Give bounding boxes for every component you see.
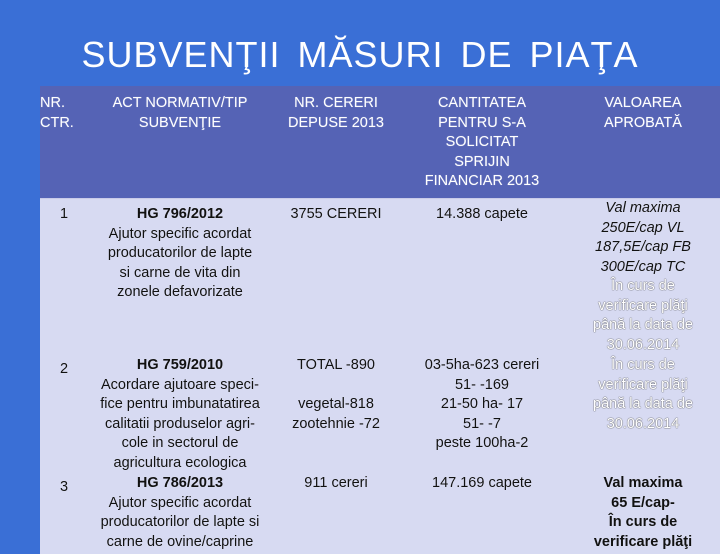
header-act bbox=[86, 86, 274, 199]
cell-cereri bbox=[274, 473, 398, 554]
valoarea-line: 187,5E/cap FB bbox=[595, 239, 691, 255]
header-line: NR. CERERI bbox=[294, 95, 378, 111]
valoarea-line: 30.06.2014 bbox=[606, 415, 680, 432]
header-line: PENTRU S-A bbox=[438, 114, 526, 131]
cell-cantitatea bbox=[398, 473, 566, 554]
act-line: Ajutor specific acordat bbox=[108, 225, 252, 242]
header-line: SUBVENŢIE bbox=[138, 114, 222, 131]
header-line: APROBATĂ bbox=[604, 114, 682, 131]
valoarea-line: 250E/cap VL bbox=[601, 219, 685, 236]
cell-act bbox=[86, 473, 274, 554]
act-title: HG 759/2010 bbox=[136, 357, 224, 373]
valoarea-line: până la data de bbox=[593, 396, 693, 412]
cell-nr bbox=[40, 199, 86, 356]
table-header-row bbox=[40, 86, 720, 199]
header-cantitatea bbox=[398, 86, 566, 199]
valoarea-line: 30.06.2014 bbox=[606, 336, 680, 353]
table-row bbox=[40, 199, 720, 356]
cantitatea-line: 147.169 capete bbox=[432, 475, 532, 491]
header-line: NR. bbox=[40, 95, 65, 111]
valoarea-line: Val maxima bbox=[605, 200, 681, 216]
table-row bbox=[40, 355, 720, 473]
act-line: producatorilor de lapte bbox=[107, 245, 253, 261]
header-line: SPRIJIN bbox=[454, 153, 510, 170]
act-line: agricultura ecologica bbox=[113, 454, 247, 471]
header-cereri bbox=[274, 86, 398, 199]
valoarea-line: Val maxima bbox=[603, 475, 683, 491]
act-line: Ajutor specific acordat bbox=[108, 494, 252, 511]
cell-valoarea bbox=[566, 199, 720, 356]
cell-valoarea bbox=[566, 473, 720, 554]
row-number: 1 bbox=[60, 206, 69, 222]
cantitatea-line: 21-50 ha- 17 bbox=[440, 396, 524, 412]
row-number: 2 bbox=[60, 361, 69, 377]
cell-act bbox=[86, 199, 274, 356]
header-line: SOLICITAT bbox=[445, 134, 519, 150]
cereri-line: TOTAL -890 bbox=[297, 357, 375, 373]
cell-nr bbox=[40, 355, 86, 473]
act-line: zonele defavorizate bbox=[117, 284, 243, 300]
act-line: producatorilor de lapte si bbox=[100, 514, 260, 530]
valoarea-line: 65 E/cap- bbox=[611, 494, 675, 511]
act-title: HG 796/2012 bbox=[136, 206, 224, 222]
valoarea-line: verificare plăţi bbox=[598, 297, 688, 314]
page-title: SUBVENŢII MĂSURI DE PIAŢA bbox=[81, 34, 639, 75]
header-valoarea bbox=[566, 86, 720, 199]
cantitatea-line: 51- -169 bbox=[454, 376, 509, 393]
header-line: CTR. bbox=[40, 114, 74, 131]
header-line: DEPUSE 2013 bbox=[288, 114, 384, 131]
act-title: HG 786/2013 bbox=[136, 475, 224, 491]
subsidies-table bbox=[40, 86, 720, 554]
cereri-line bbox=[274, 376, 398, 396]
act-line: cole in sectorul de bbox=[121, 435, 239, 451]
cell-cereri bbox=[274, 199, 398, 356]
cantitatea-line: 14.388 capete bbox=[436, 206, 528, 222]
cell-valoarea bbox=[566, 355, 720, 473]
act-line: calitatii produselor agri- bbox=[105, 415, 255, 432]
cell-cantitatea bbox=[398, 355, 566, 473]
cereri-line: vegetal-818 bbox=[298, 396, 374, 412]
cell-cereri bbox=[274, 355, 398, 473]
act-line: si carne de vita din bbox=[119, 264, 241, 281]
cantitatea-line: peste 100ha-2 bbox=[435, 435, 529, 451]
cell-nr bbox=[40, 473, 86, 554]
cell-act bbox=[86, 355, 274, 473]
header-nr bbox=[40, 86, 86, 199]
cantitatea-line: 03-5ha-623 cereri bbox=[424, 357, 540, 373]
cereri-line: 911 cereri bbox=[304, 475, 368, 491]
table-row bbox=[40, 473, 720, 554]
valoarea-line: până la data de bbox=[593, 317, 693, 333]
header-line: VALOAREA bbox=[604, 95, 682, 111]
valoarea-line: verificare plăţi bbox=[598, 376, 688, 393]
valoarea-line: În curs de bbox=[611, 357, 675, 373]
cell-cantitatea bbox=[398, 199, 566, 356]
header-line: FINANCIAR 2013 bbox=[424, 173, 540, 189]
cereri-line: 3755 CERERI bbox=[290, 206, 382, 222]
valoarea-line: verificare plăţi bbox=[593, 533, 693, 550]
act-line: carne de ovine/caprine bbox=[106, 533, 254, 550]
valoarea-line: 300E/cap TC bbox=[600, 258, 686, 275]
header-line: ACT NORMATIV/TIP bbox=[112, 95, 248, 111]
valoarea-line: În curs de bbox=[608, 514, 678, 530]
act-line: Acordare ajutoare speci- bbox=[101, 376, 259, 393]
header-line: CANTITATEA bbox=[437, 95, 527, 111]
cantitatea-line: 51- -7 bbox=[463, 415, 501, 432]
act-line: fice pentru imbunatatirea bbox=[100, 396, 260, 412]
row-number: 3 bbox=[60, 479, 69, 495]
valoarea-line: În curs de bbox=[611, 278, 675, 294]
cereri-line: zootehnie -72 bbox=[292, 415, 380, 432]
